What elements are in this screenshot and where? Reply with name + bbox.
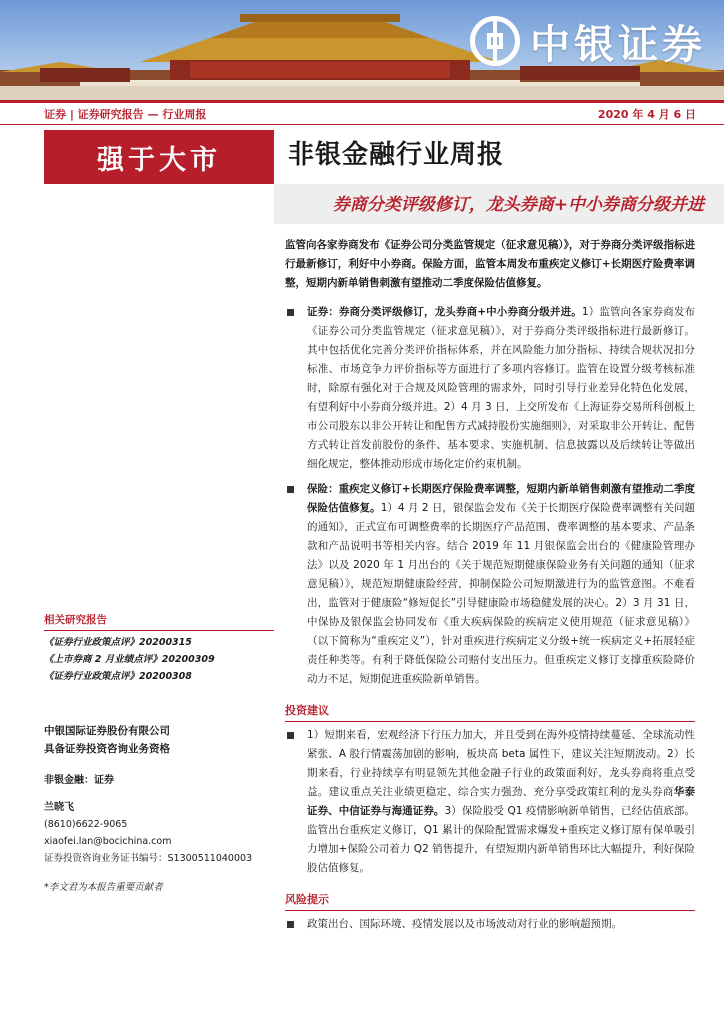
analyst-phone: (8610)6622-9065 [44, 819, 128, 830]
analyst-name: 兰晓飞 [44, 802, 74, 813]
bullet-text: 1）监管向各家券商发布《证券公司分类监管规定（征求意见稿）》，对于券商分类评级指标进行最新修订。其中包括优化完善分类评价指标体系，并在风险能力加分指标、持续合规状况扣分标准、市场竞争力评价指标等方面进行了多项内容修订。监管在设置分级考核标准时，除原有强化对于合规及风险管理的需求外，同时引导行业差异化特色化发展，有望利好中小券商分级并进。2）4 月 3 日，上交所发布《上海证券交易所科创板上市公司股东以非公开转让和配售方式减持股份实施细则》，对采取非公开转让、配售方式转让首发前股份的条件、基本要求、实施机制、信息披露以及后续转让等做出细化规定，整体推动形成市场化定价约束机制。 [307, 306, 695, 470]
invest-picks: 华泰证券、中信证券与海通证券。 [307, 786, 696, 817]
report-title: 非银金融行业周报 [288, 140, 505, 170]
bullet-square-icon [287, 486, 294, 493]
analyst-email: xiaofei.lan@bocichina.com [44, 836, 172, 847]
list-item [285, 303, 695, 474]
bullet-text: 1）4 月 2 日，银保监会发布《关于长期医疗保险费率调整有关问题的通知》，正式宣布可调整费率的长期医疗产品范围、费率调整的基本要求、产品条款和产品说明书等相关内容。结合 2019 年 11 月银保监会出台的《健康险管理办法》以及 2020 年 1 月出台的《关于规范短期健康保险业务有关问题的通知（征求意见稿）》，规范短期健康险经营，抑制保险公司短期激进行为的监管意图。不难看出，监管对于健康险“修短促长”引导健康险市场稳健发展的决心。2）3 月 31 日，中保协及银保监会协同发布《重大疾病保险的疾病定义使用规范（征求意见稿）》（以下简称为“重疾定义”），针对重疾进行疾病定义分级+统一疾病定义+拓展轻症责任种类等。有利于降低保险公司赔付支出压力。但重疾定义修订支撑重疾险降价动力不足，短期促进重疾险新单销售。 [307, 502, 696, 685]
list-item [285, 915, 695, 934]
breadcrumb: 证券 | 证券研究报告 — 行业周报 [44, 108, 207, 121]
main-content [285, 236, 695, 940]
risk-heading: 风险提示 [285, 890, 695, 911]
header-rule [0, 100, 724, 103]
contributor-note: *李文君为本报告重要贡献者 [44, 882, 163, 893]
invest-heading: 投资建议 [285, 701, 695, 722]
company-info [44, 722, 274, 758]
invest-text-2: 3）保险股受 Q1 疫情影响新单销售，已经估值底部。监管出台重疾定义修订，Q1 累计的保险配置需求爆发+重疾定义修订原有保单吸引力增加+保险公司着力 Q2 销售提升，有望短期内新单销售环比大幅提升，利好保险股估值修复。 [307, 805, 696, 874]
report-subtitle: 券商分类评级修订，龙头券商+中小券商分级并进 [332, 195, 704, 215]
rating-badge [44, 130, 274, 184]
risk-text: 政策出台、国际环境、疫情发展以及市场波动对行业的影响超预期。 [307, 918, 622, 930]
invest-text: 1）短期来看，宏观经济下行压力加大，并且受到在海外疫情持续蔓延、全球流动性紧张、A 股行情震荡加剧的影响，板块高 beta 属性下，建议关注短期波动。2）长期来看，行业持续享有明显领先其他金融子行业的政策面利好，龙头券商将重点受益。建议重点关注业绩更稳定、综合实力强劲、充分享受政策红利的龙头券商 [307, 729, 695, 798]
related-heading: 相关研究报告 [44, 612, 274, 631]
list-item [285, 480, 695, 689]
bank-logo-icon [470, 16, 520, 66]
header-subrule [0, 124, 724, 125]
analyst-info [44, 772, 274, 896]
bullet-square-icon [287, 732, 294, 739]
analyst-sector: 非银金融：证券 [44, 775, 114, 786]
summary-paragraph: 监管向各家券商发布《证券公司分类监管规定（征求意见稿）》，对于券商分类评级指标进行最新修订，利好中小券商。保险方面，监管本周发布重疾定义修订+长期医疗险费率调整，短期内新单销售刺激有望推动二季度保险估值修复。 [285, 239, 695, 289]
report-date: 2020 年 4 月 6 日 [597, 108, 696, 121]
header-banner [0, 0, 724, 100]
rating-label: 强于大市 [97, 144, 221, 176]
bullet-square-icon [287, 921, 294, 928]
company-name: 中银国际证券股份有限公司 [44, 725, 170, 737]
bullet-square-icon [287, 309, 294, 316]
bullet-heading: 保险：重疾定义修订+长期医疗保险费率调整，短期内新单销售刺激有望推动二季度保险估值修复。 [307, 483, 695, 514]
related-item: 《证券行业政策点评》20200308 [44, 671, 192, 682]
bullet-heading: 证券：券商分类评级修订，龙头券商+中小券商分级并进。 [307, 306, 582, 318]
related-reports [44, 612, 274, 685]
company-logo [470, 10, 720, 72]
list-item [285, 726, 695, 878]
logo-text: 中银证券 [530, 20, 706, 68]
related-item: 《上市券商 2 月业绩点评》20200309 [44, 654, 215, 665]
analyst-cert: 证券投资咨询业务证书编号：S1300511040003 [44, 853, 253, 864]
company-qualification: 具备证券投资咨询业务资格 [44, 743, 170, 755]
related-item: 《证券行业政策点评》20200315 [44, 637, 192, 648]
